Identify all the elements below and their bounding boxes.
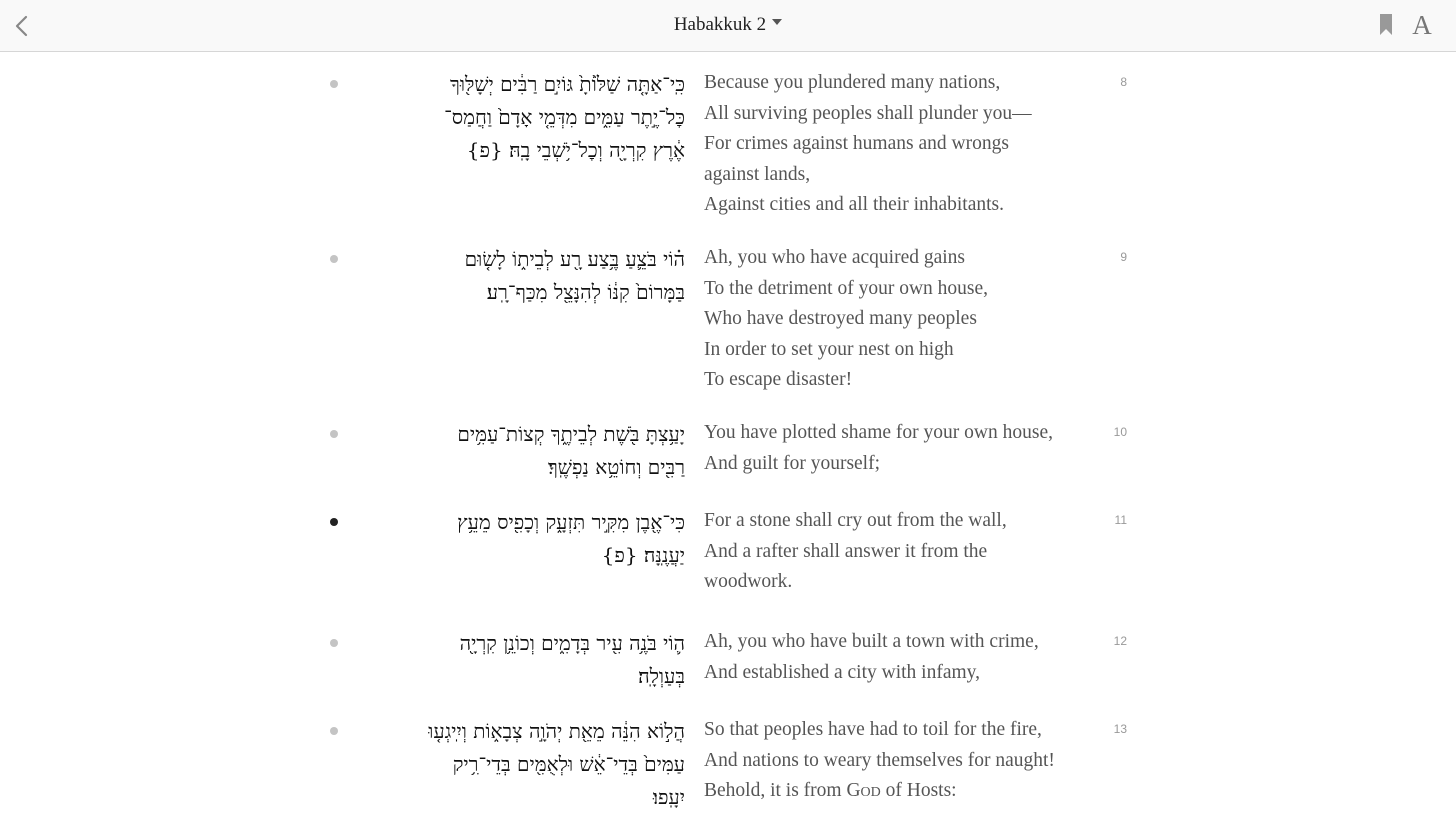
- divine-name: God: [846, 780, 881, 802]
- bookmark-button[interactable]: [1378, 12, 1394, 38]
- english-line: And nations to weary themselves for naught!: [704, 749, 1055, 771]
- hebrew-line: יָעַ֥צְתָּ בֹּ֖שֶׁת לְבֵיתֶ֑ךָ קְצוֹת־עַמִּ֥ים: [457, 422, 685, 446]
- hebrew-line: כִּי־אֶ֖בֶן מִקִּ֣יר תִּזְעָ֑ק וְכָפִ֖יס מֵעֵ֥ץ: [457, 510, 685, 534]
- verse-number: 12: [1113, 634, 1127, 648]
- verse-number: 9: [1120, 250, 1127, 264]
- english-text: [704, 506, 1104, 598]
- bookmark-icon: [1378, 12, 1394, 38]
- verse-marker-dot[interactable]: [330, 80, 338, 88]
- hebrew-line: אֶ֔רֶץ קִרְיָ֖ה וְכׇל־יֹ֥שְׁבֵי בָֽהּ׃ {פ}: [466, 138, 685, 162]
- hebrew-text: [355, 506, 685, 572]
- verse-marker-dot[interactable]: [330, 430, 338, 438]
- hebrew-line: ה֗וֹי בֹּצֵ֛עַ בֶּ֥צַע רָ֖ע לְבֵית֑וֹ לָשׂ֤וּם: [464, 247, 685, 271]
- verse-number: 11: [1114, 513, 1127, 527]
- english-text: [704, 68, 1104, 221]
- english-line: And established a city with infamy,: [704, 661, 981, 683]
- english-line: You have plotted shame for your own house,: [704, 422, 1053, 443]
- english-line: So that peoples have had to toil for the fire,: [704, 719, 1042, 740]
- font-settings-button[interactable]: A: [1412, 10, 1432, 40]
- hebrew-line: עַמִּים֙ בְּדֵי־אֵ֔שׁ וּלְאֻמִּ֖ים בְּדֵי־רִ֥יק: [452, 752, 685, 776]
- english-line: Behold, it is from God of Hosts:: [704, 780, 957, 802]
- english-line: All surviving peoples shall plunder you—: [704, 102, 1032, 124]
- hebrew-text: [355, 715, 685, 814]
- verse-marker-dot[interactable]: [330, 255, 338, 263]
- english-line: And a rafter shall answer it from the: [704, 540, 988, 562]
- english-line: For a stone shall cry out from the wall,: [704, 510, 1007, 531]
- hebrew-line: הֲל֣וֹא הִנֵּ֔ה מֵאֵ֖ת יְהֹוָ֣ה צְבָא֑וֹת וְיִֽיגְע֤וּ: [428, 719, 685, 743]
- verse-marker-dot[interactable]: [330, 639, 338, 647]
- top-bar: [0, 0, 1456, 52]
- book-chapter-selector[interactable]: [674, 14, 782, 36]
- hebrew-text: [355, 627, 685, 693]
- hebrew-line: בַּמָּרוֹם֙ קִנּ֔וֹ לְהִנָּצֵ֖ל מִכַּף־רָֽע׃: [486, 280, 685, 304]
- english-line: Against cities and all their inhabitants.: [704, 194, 1005, 216]
- hebrew-line: רַבִּ֖ים וְחוֹטֵ֥א נַפְשֶֽׁךָ׃: [547, 455, 685, 479]
- english-line: Because you plundered many nations,: [704, 72, 1001, 93]
- hebrew-line: כִּֽי־אַתָּ֤ה שַׁלּ֙וֹתָ֙ גּוֹיִ֣ם רַבִּ֔ים יְשָׁלּ֖וּךָ: [450, 72, 685, 96]
- verse-marker-dot[interactable]: [330, 727, 338, 735]
- english-line: Ah, you who have acquired gains: [704, 247, 966, 268]
- verse-marker-dot[interactable]: [330, 518, 338, 526]
- hebrew-line: יִעָֽפוּ׃: [652, 785, 685, 809]
- hebrew-line: ה֛וֹי בֹּנֶ֥ה עִ֖יר בְּדָמִ֑ים וְכוֹנֵ֥ן קִרְיָ֖ה: [459, 631, 685, 655]
- english-line: woodwork.: [704, 571, 793, 593]
- page-title: Habakkuk 2: [673, 14, 767, 35]
- english-line: against lands,: [704, 163, 811, 185]
- hebrew-text: [355, 418, 685, 484]
- hebrew-text: [355, 243, 685, 309]
- hebrew-text: [355, 68, 685, 167]
- hebrew-line: כׇּל־יֶ֣תֶר עַמִּ֑ים מִדְּמֵ֤י אָדָם֙ וַחֲמַס־: [444, 105, 685, 129]
- english-line: Who have destroyed many peoples: [704, 308, 977, 330]
- english-line: To the detriment of your own house,: [704, 277, 989, 299]
- verse-number: 13: [1113, 722, 1127, 736]
- english-line: For crimes against humans and wrongs: [704, 133, 1009, 155]
- english-text: [704, 715, 1104, 807]
- verse-number: 8: [1120, 75, 1127, 89]
- chevron-down-icon: [772, 19, 782, 25]
- english-text: [704, 627, 1104, 688]
- hebrew-line: יַעֲנֶֽנָּה׃ {פ}: [601, 543, 685, 567]
- hebrew-line: בְּעַוְלָֽה׃: [638, 664, 685, 688]
- english-line: In order to set your nest on high: [704, 338, 954, 360]
- verse-number: 10: [1113, 425, 1127, 439]
- english-text: [704, 243, 1104, 396]
- english-text: [704, 418, 1104, 479]
- english-line: And guilt for yourself;: [704, 452, 881, 474]
- english-line: Ah, you who have built a town with crime,: [704, 631, 1039, 652]
- english-line: To escape disaster!: [704, 369, 853, 391]
